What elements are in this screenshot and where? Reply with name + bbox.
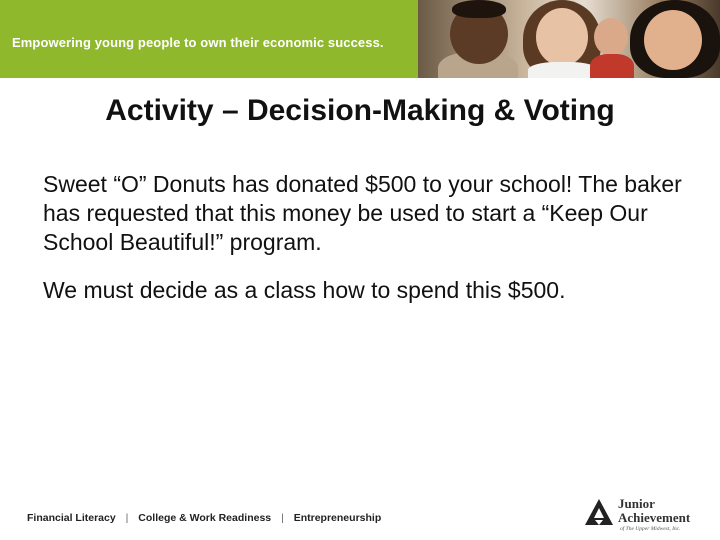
footer-item-college-work: College & Work Readiness <box>138 512 272 524</box>
slide-title: Activity – Decision-Making & Voting <box>105 94 615 127</box>
logo-line-2: Achievement <box>618 510 691 525</box>
footer-pillars <box>27 512 381 524</box>
student-face-2 <box>536 8 588 66</box>
student-shirt-3 <box>590 54 634 78</box>
paragraph-decision: We must decide as a class how to spend this $500. <box>43 277 566 303</box>
student-face-3 <box>594 18 628 56</box>
student-hair-1 <box>452 0 506 18</box>
ja-mountain-icon <box>584 498 614 526</box>
tagline: Empowering young people to own their economic success. <box>12 35 384 50</box>
footer-item-financial-literacy: Financial Literacy <box>27 512 116 524</box>
logo-line-1: Junior <box>618 496 655 511</box>
footer-separator: | <box>281 512 284 524</box>
student-shirt-2 <box>528 62 598 78</box>
logo-line-3: of The Upper Midwest, Inc. <box>620 526 681 532</box>
student-face-4 <box>644 10 702 70</box>
junior-achievement-logo <box>584 496 696 536</box>
footer-separator: | <box>125 512 129 524</box>
slide-body <box>43 170 683 305</box>
paragraph-donation: Sweet “O” Donuts has donated $500 to your school! The baker has requested that this money be used to start a “Keep Our School Beautiful!” program. <box>43 171 682 255</box>
header-banner <box>0 0 720 78</box>
students-photo <box>418 0 720 78</box>
footer-item-entrepreneurship: Entrepreneurship <box>293 512 382 524</box>
